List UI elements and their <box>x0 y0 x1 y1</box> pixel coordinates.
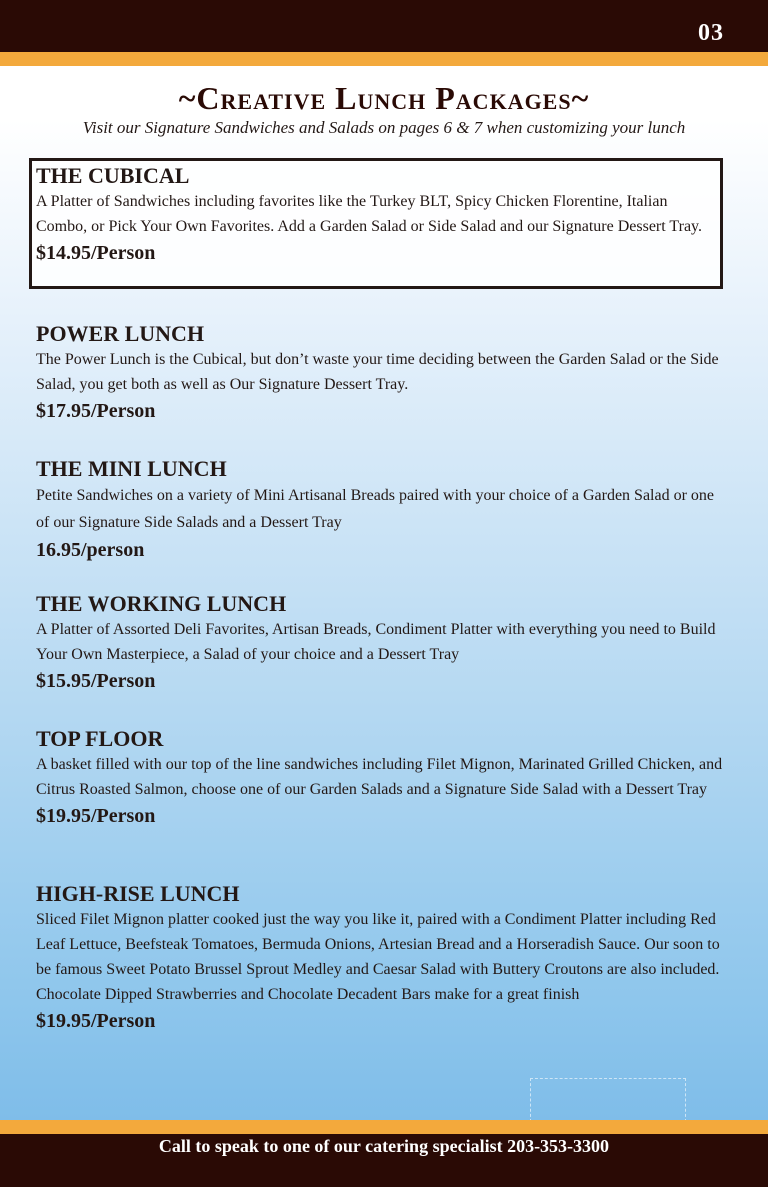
package-name: THE CUBICAL <box>36 163 190 188</box>
page-subtitle: Visit our Signature Sandwiches and Salads on pages 6 & 7 when customizing your lunch <box>82 118 686 137</box>
package-top-floor <box>36 726 726 830</box>
package-price: $15.95/Person <box>36 670 156 692</box>
package-name: HIGH-RISE LUNCH <box>36 881 240 906</box>
package-price: 16.95/person <box>36 539 145 561</box>
package-price: $14.95/Person <box>36 242 156 264</box>
package-power-lunch <box>36 321 726 425</box>
package-name: THE MINI LUNCH <box>36 456 227 481</box>
package-the-cubical <box>29 158 723 289</box>
package-description: Sliced Filet Mignon platter cooked just the way you like it, paired with a Condiment Platter including Red Leaf Lettuce, Beefsteak Tomatoes, Bermuda Onions, Artesian Bread and a Horseradish Sauce. Our soon to be famous Sweet Potato Brussel Sprout Medley and Caesar Salad with Buttery Croutons are also included. Chocolate Dipped Strawberries and Chocolate Decadent Bars make for a great finish <box>36 911 720 1003</box>
footer-call-text: Call to speak to one of our catering specialist 203-353-3300 <box>158 1136 610 1156</box>
package-description: The Power Lunch is the Cubical, but don’t waste your time deciding between the Garden Salad or the Side Salad, you get both as well as Our Signature Dessert Tray. <box>36 351 719 393</box>
package-the-working-lunch <box>36 591 726 695</box>
package-price: $19.95/Person <box>36 1010 156 1032</box>
package-description: A Platter of Sandwiches including favorites like the Turkey BLT, Spicy Chicken Florentine, Italian Combo, or Pick Your Own Favorites. Add a Garden Salad or Side Salad and our Signature Dessert Tray. <box>36 193 703 235</box>
package-description: Petite Sandwiches on a variety of Mini Artisanal Breads paired with your choice of a Garden Salad or one of our Signature Side Salads and a Dessert Tray <box>36 487 715 531</box>
page-number: 03 <box>698 20 724 46</box>
footer-stripe <box>0 1120 768 1134</box>
package-the-mini-lunch <box>36 456 726 564</box>
header-band <box>0 0 768 52</box>
package-price: $17.95/Person <box>36 400 156 422</box>
package-description: A basket filled with our top of the line sandwiches including Filet Mignon, Marinated Grilled Chicken, and Citrus Roasted Salmon, choose one of our Garden Salads and a Signature Side Salad with a Dessert Tray <box>36 756 723 798</box>
header-stripe <box>0 52 768 66</box>
package-name: TOP FLOOR <box>36 726 164 751</box>
faint-watermark-box <box>530 1078 686 1122</box>
package-name: POWER LUNCH <box>36 321 205 346</box>
package-name: THE WORKING LUNCH <box>36 591 287 616</box>
package-high-rise-lunch <box>36 881 726 1035</box>
page-title: ~Creative Lunch Packages~ <box>178 80 590 116</box>
package-description: A Platter of Assorted Deli Favorites, Artisan Breads, Condiment Platter with everything you need to Build Your Own Masterpiece, a Salad of your choice and a Dessert Tray <box>36 621 716 663</box>
package-price: $19.95/Person <box>36 805 156 827</box>
